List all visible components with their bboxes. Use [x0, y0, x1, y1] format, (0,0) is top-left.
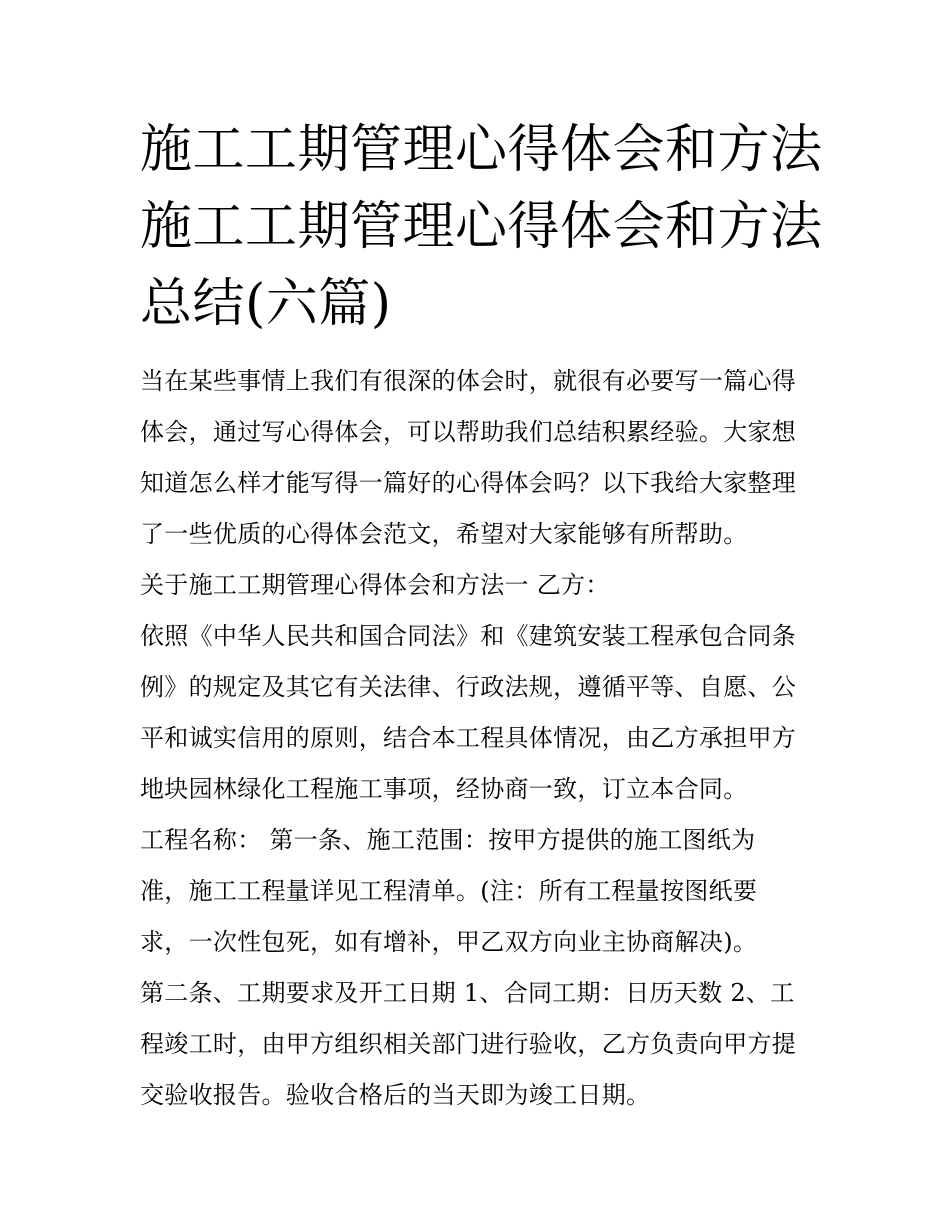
- body-line: 依照《中华人民共和国合同法》和《建筑安装工程承包合同条: [140, 622, 797, 650]
- body-line: 第二条、工期要求及开工日期 1、合同工期：日历天数 2、工: [140, 979, 795, 1007]
- section-heading: 关于施工工期管理心得体会和方法一 乙方：: [140, 571, 610, 599]
- body-line: 了一些优质的心得体会范文，希望对大家能够有所帮助。: [140, 520, 748, 548]
- body-line: 交验收报告。验收合格后的当天即为竣工日期。: [140, 1081, 651, 1109]
- body-line: 工程名称： 第一条、施工范围：按甲方提供的施工图纸为: [140, 826, 756, 854]
- body-line: 程竣工时，由甲方组织相关部门进行验收，乙方负责向甲方提: [140, 1030, 797, 1058]
- body-line: 例》的规定及其它有关法律、行政法规，遵循平等、自愿、公: [140, 673, 797, 701]
- body-line: 当在某些事情上我们有很深的体会时，就很有必要写一篇心得: [140, 367, 797, 395]
- body-line: 体会，通过写心得体会，可以帮助我们总结积累经验。大家想: [140, 418, 797, 446]
- body-line: 求，一次性包死，如有增补，甲乙双方向业主协商解决)。: [140, 928, 758, 956]
- body-line: 平和诚实信用的原则，结合本工程具体情况，由乙方承担甲方: [140, 724, 797, 752]
- title-line: 施工工期管理心得体会和方法: [140, 120, 823, 180]
- title-line: 施工工期管理心得体会和方法: [140, 197, 823, 257]
- body-line: 准，施工工程量详见工程清单。(注：所有工程量按图纸要: [140, 877, 758, 905]
- body-line: 地块园林绿化工程施工事项，经协商一致，订立本合同。: [140, 775, 748, 803]
- document-body: [140, 356, 830, 1121]
- body-line: 知道怎么样才能写得一篇好的心得体会吗？以下我给大家整理: [140, 469, 797, 497]
- title-line: 总结(六篇): [140, 274, 392, 334]
- document-title: [140, 112, 860, 343]
